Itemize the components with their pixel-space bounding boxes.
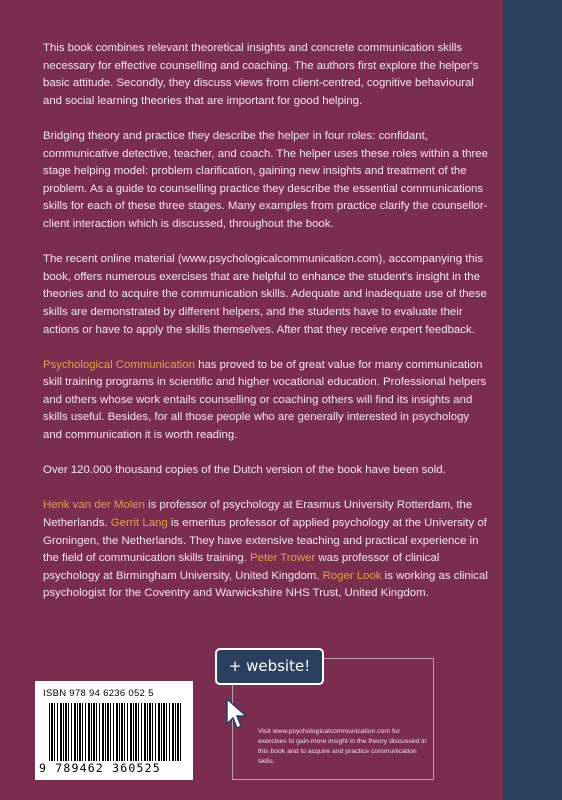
author-bio: was professor of clinical psychology at Birmingham University, United Kingdom.: [43, 552, 440, 582]
paragraph-value-text: has proved to be of great value for many communication skill training programs in scientific and higher vocational education. Professional helpers and others whose work entails counselling or coaching others will find its insights and skills useful. Besides, for all those people who are generally interested in psychology and communication it is worth reading.: [43, 358, 487, 442]
paragraph-roles: Bridging theory and practice they describe the helper in four roles: confidant, communicative detective, teacher, and coach. The helper uses these roles within a three stage helping model: problem clarification, gaining new insights and treatment of the problem. As a guide to counselling practice they describe the essential communications skills for each of these three stages. Many examples from practice clarify the counsellor-client interaction which is discussed, throughout the book.: [43, 129, 488, 230]
book-title-highlight: Psychological Communication: [43, 358, 195, 371]
back-cover-text: [43, 40, 489, 621]
author-bio: is working as clinical psychologist for the Coventry and Warwickshire NHS Trust, United Kingdom.: [43, 569, 488, 600]
barcode-number: 9 789462 360525: [39, 761, 161, 775]
paragraph-authors: [43, 497, 489, 603]
website-note: Visit www.psychologicalcommunication.com for exercises to gain more insight in the theory discussed in this book and to acquire and practice communication skills.: [258, 728, 427, 765]
paragraph-intro: This book combines relevant theoretical insights and concrete communication skills necessary for effective counselling and coaching. The authors first explore the helper's basic attitude. Secondly, they discuss views from client-centred, cognitive behavioural and social learning theories that are important for good helping.: [43, 42, 479, 107]
author-name: Gerrit Lang: [110, 517, 168, 530]
paragraph-value: [43, 357, 489, 445]
author-bio: is professor of psychology at Erasmus University Rotterdam, the Netherlands.: [43, 499, 473, 530]
author-name: Roger Look: [322, 569, 382, 582]
barcode-bars: [49, 703, 183, 761]
cursor-arrow-icon: [225, 697, 251, 731]
isbn-label: ISBN 978 94 6236 052 5: [43, 688, 154, 699]
book-spine: [503, 0, 562, 800]
author-name: Henk van der Molen: [43, 499, 145, 512]
website-button[interactable]: + website!: [215, 648, 324, 685]
author-bio: is emeritus professor of applied psychology at the University of Groningen, the Netherlands. They have extensive teaching and practical experience in the field of communication skills training.: [43, 517, 487, 565]
author-name: Peter Trower: [250, 552, 316, 565]
paragraph-sales: Over 120.000 thousand copies of the Dutch version of the book have been sold.: [43, 464, 446, 477]
barcode-panel: [35, 681, 193, 780]
paragraph-online-material: The recent online material (www.psychologicalcommunication.com), accompanying this book, offers numerous exercises that are helpful to enhance the student's insight in the theories and to acquire the communication skills. Adequate and inadequate use of these skills are demonstrated by different helpers, and the students have to evaluate their actions or have to apply the skills themselves. After that they receive expert feedback.: [43, 253, 487, 336]
